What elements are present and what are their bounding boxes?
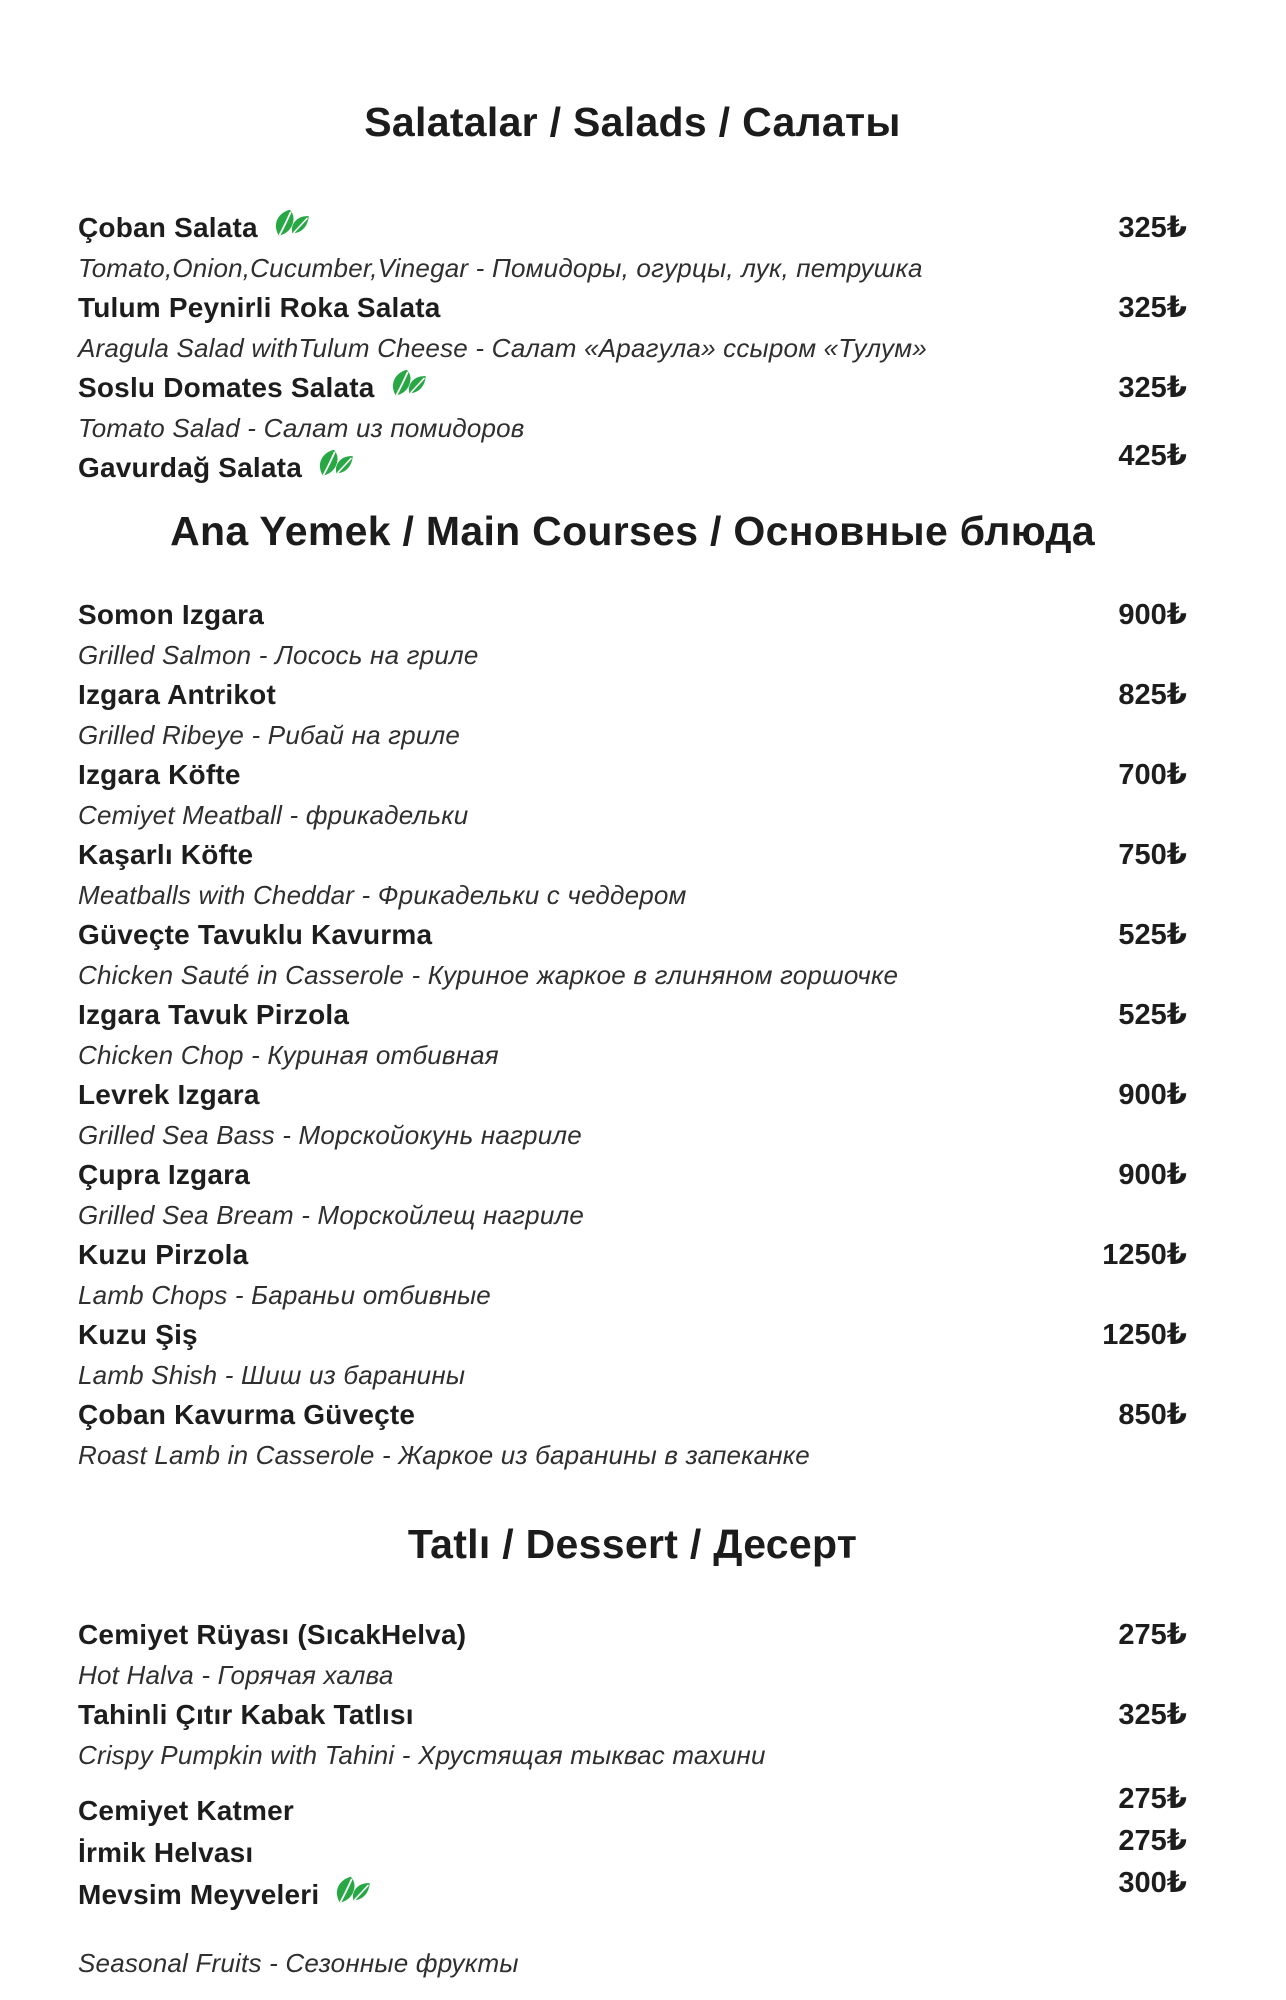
- item-name: Izgara Antrikot: [78, 679, 276, 711]
- item-name: Gavurdağ Salata: [78, 452, 302, 484]
- item-price: 900₺: [1118, 1159, 1187, 1192]
- item-name: Izgara Tavuk Pirzola: [78, 999, 350, 1031]
- item-description: Tomato Salad - Салат из помидоров: [78, 413, 525, 444]
- menu-item: [78, 367, 1187, 447]
- item-name: Soslu Domates Salata: [78, 372, 375, 404]
- item-description: Meatballs with Cheddar - Фрикадельки с чеддером: [78, 880, 687, 911]
- item-price: 825₺: [1118, 679, 1187, 712]
- menu-item: [78, 1866, 1187, 1982]
- section-items: [78, 1614, 1187, 1982]
- item-name: Çoban Kavurma Güveçte: [78, 1399, 416, 1431]
- item-price: 275₺: [1118, 1618, 1187, 1651]
- menu-item-row: [78, 1234, 1187, 1276]
- item-price: 900₺: [1118, 1079, 1187, 1112]
- item-description: Chicken Sauté in Casserole - Куриное жаркое в глиняном горшочке: [78, 960, 899, 991]
- menu-item-row: [78, 1074, 1187, 1116]
- item-description: Roast Lamb in Casserole - Жаркое из баранины в запеканке: [78, 1440, 810, 1471]
- item-name: Cemiyet Rüyası (SıcakHelva): [78, 1618, 467, 1650]
- item-price: 850₺: [1118, 1399, 1187, 1432]
- menu-item: [78, 1824, 1187, 1874]
- menu-section: [78, 507, 1187, 1474]
- item-name: Levrek Izgara: [78, 1079, 260, 1111]
- menu-item: [78, 1074, 1187, 1154]
- menu-item-row: [78, 914, 1187, 956]
- item-price: 525₺: [1118, 919, 1187, 952]
- item-price: 275₺: [1118, 1782, 1187, 1815]
- menu-item: [78, 1694, 1187, 1774]
- menu-item-row: [78, 834, 1187, 876]
- item-price: 525₺: [1118, 999, 1187, 1032]
- item-name: Güveçte Tavuklu Kavurma: [78, 919, 433, 951]
- item-description: Aragula Salad withTulum Cheese - Салат «Арагула» ссыром «Тулум»: [78, 333, 927, 364]
- menu-item: [78, 754, 1187, 834]
- section-title: Ana Yemek / Main Courses / Основные блюда: [170, 508, 1095, 555]
- menu-item: [78, 914, 1187, 994]
- menu-item: [78, 1394, 1187, 1474]
- menu-item-row: [78, 994, 1187, 1036]
- section-title: Salatalar / Salads / Салаты: [364, 99, 901, 145]
- menu-item-row: [78, 674, 1187, 716]
- menu-section: [78, 1520, 1187, 1981]
- item-name: Kuzu Şiş: [78, 1319, 198, 1351]
- item-description: Chicken Chop - Куриная отбивная: [78, 1040, 499, 1071]
- menu-item-row: [78, 1824, 1187, 1874]
- item-description: Crispy Pumpkin with Tahini - Хрустящая тыквас тахини: [78, 1739, 766, 1770]
- menu-item-row: [78, 1394, 1187, 1436]
- item-description: Hot Halva - Горячая халва: [78, 1659, 394, 1690]
- menu-item-row: [78, 1314, 1187, 1356]
- menu-item: [78, 207, 1187, 287]
- item-price: 275₺: [1118, 1824, 1187, 1857]
- section-items: [78, 594, 1187, 1474]
- item-description: Cemiyet Meatball - фрикадельки: [78, 800, 469, 831]
- menu-item: [78, 834, 1187, 914]
- item-name: Kaşarlı Köfte: [78, 839, 254, 871]
- item-price: 900₺: [1118, 599, 1187, 632]
- menu-item-row: [78, 287, 1187, 329]
- item-description: Grilled Sea Bass - Морскойокунь нагриле: [78, 1120, 582, 1151]
- item-price: 325₺: [1118, 212, 1187, 245]
- item-name: Izgara Köfte: [78, 759, 241, 791]
- item-name: Somon Izgara: [78, 599, 264, 631]
- item-name: Çupra Izgara: [78, 1159, 250, 1191]
- item-name: İrmik Helvası: [78, 1836, 254, 1868]
- item-price: 325₺: [1118, 292, 1187, 325]
- item-price: 1250₺: [1102, 1319, 1187, 1352]
- menu-item: [78, 994, 1187, 1074]
- item-name: Çoban Salata: [78, 212, 258, 244]
- item-name: Tulum Peynirli Roka Salata: [78, 292, 441, 324]
- item-name: Kuzu Pirzola: [78, 1239, 249, 1271]
- item-name: Mevsim Meyveleri: [78, 1878, 320, 1910]
- section-title: Tatlı / Dessert / Десерт: [407, 1521, 858, 1568]
- menu-item-row: [78, 1866, 1187, 1916]
- menu-item-row: [78, 1614, 1187, 1656]
- menu-item: [78, 1782, 1187, 1832]
- item-name: Cemiyet Katmer: [78, 1794, 294, 1826]
- menu-item-row: [78, 754, 1187, 796]
- menu-item: [78, 674, 1187, 754]
- item-description: Lamb Shish - Шиш из баранины: [78, 1360, 466, 1391]
- vegetarian-leaf-icon: [391, 369, 427, 401]
- item-price: 325₺: [1118, 372, 1187, 405]
- menu-item: [78, 1314, 1187, 1394]
- item-description: Grilled Ribeye - Рибай на гриле: [78, 720, 461, 751]
- menu-item: [78, 1234, 1187, 1314]
- item-price: 1250₺: [1102, 1239, 1187, 1272]
- item-description: Lamb Chops - Бараньи отбивные: [78, 1280, 491, 1311]
- menu-item: [78, 287, 1187, 367]
- menu-item-row: [78, 1154, 1187, 1196]
- menu-item-row: [78, 1782, 1187, 1832]
- menu-item-row: [78, 440, 1187, 489]
- item-price: 425₺: [1118, 440, 1187, 473]
- item-name: Tahinli Çıtır Kabak Tatlısı: [78, 1698, 414, 1730]
- vegetarian-leaf-icon: [335, 1876, 371, 1908]
- menu-item-row: [78, 367, 1187, 409]
- item-description: Tomato,Onion,Cucumber,Vinegar - Помидоры, огурцы, лук, петрушка: [78, 253, 923, 284]
- vegetarian-leaf-icon: [274, 209, 310, 241]
- item-price: 750₺: [1118, 839, 1187, 872]
- menu-item-row: [78, 594, 1187, 636]
- item-description: Seasonal Fruits - Сезонные фрукты: [78, 1947, 519, 1978]
- menu-item-row: [78, 207, 1187, 249]
- section-items: [78, 207, 1187, 489]
- menu-item: [78, 594, 1187, 674]
- item-description: Grilled Salmon - Лосось на гриле: [78, 640, 479, 671]
- item-price: 325₺: [1118, 1698, 1187, 1731]
- item-price: 700₺: [1118, 759, 1187, 792]
- menu-item-row: [78, 1694, 1187, 1736]
- item-description: Grilled Sea Bream - Морскойлещ нагриле: [78, 1200, 585, 1231]
- menu-item: [78, 440, 1187, 489]
- item-price: 300₺: [1118, 1866, 1187, 1899]
- menu-item: [78, 1154, 1187, 1234]
- vegetarian-leaf-icon: [318, 449, 354, 481]
- menu-section: [78, 98, 1187, 489]
- menu-item: [78, 1614, 1187, 1694]
